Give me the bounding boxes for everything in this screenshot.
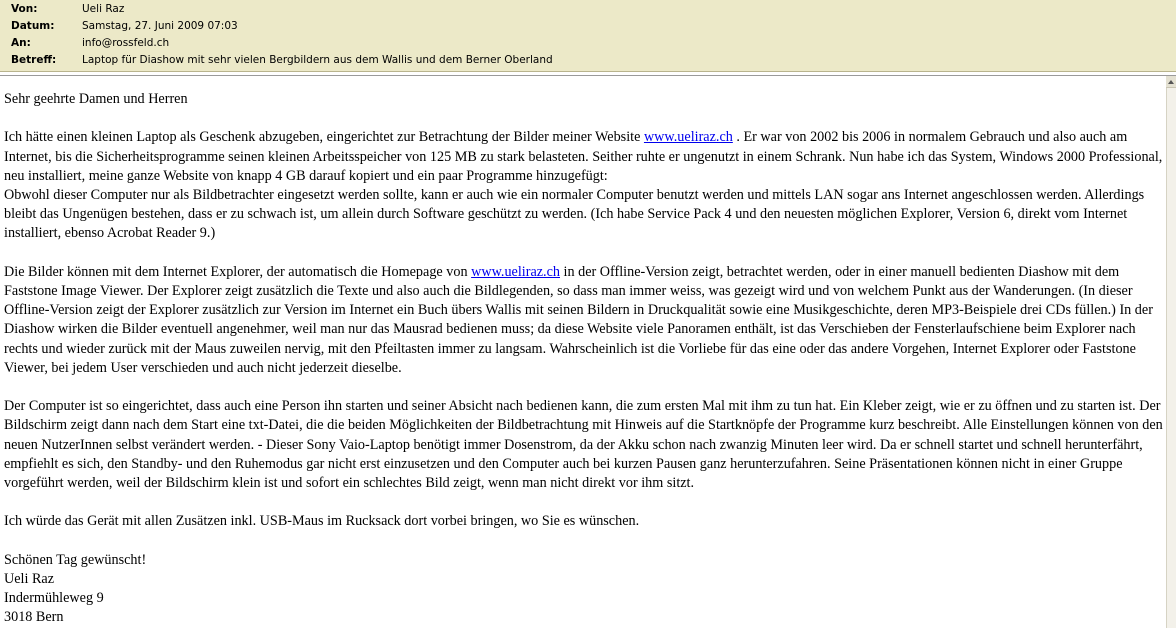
paragraph-1-text-c: Obwohl dieser Computer nur als Bildbetrachter eingesetzt werden sollte, kann er auch wie ein normaler Computer benutzt werden und mittels LAN sogar ans Internet angeschlossen werden. Allerdings bleibt das Ungenügen bestehen, dass er zu schwach ist, um allein durch Software geschützt zu werden. (Ich habe Service Pack 4 und den neuesten möglichen Explorer, Version 6, direkt vom Internet installiert, ebenso Acrobat Reader 9.) (4, 187, 1145, 242)
paragraph-4: Ich würde das Gerät mit allen Zusätzen inkl. USB-Maus im Rucksack dort vorbei bringen, wo Sie es wünschen. (4, 513, 640, 530)
paragraph-2-text-b: in der Offline-Version zeigt, betrachtet werden, oder in einer manuell bedienten Diashow mit dem Faststone Image Viewer. Der Explorer zeigt zusätzlich die Texte und also auch die Bildlegenden, so dass man immer weiss, was gezeigt wird und von welchem Punkt aus der Wanderungen. (In dieser Offline-Version zeigt der Explorer zusätzlich zur Version im Internet ein Buch übers Wallis mit seinen Bildern in Druckqualität sowie eine Musikgeschichte, deren MP3-Beispiele drei CDs füllen.) In der Diashow wirken die Bilder eventuell angenehmer, weil man nur das Mausrad bedienen muss; da diese Website viele Panoramen enthält, ist das Verschieben der Fensterlaufschiene beim Explorer nach rechts und wieder zurück mit der Maus zuweilen nervig, mit den Pfeiltasten immer zu langsam. Wahrscheinlich ist die Vorliebe für das eine oder das andere Vorgehen, Internet Explorer oder Faststone Viewer, bei jedem User verschieden und auch nicht jederzeit dieselbe. (4, 263, 1153, 376)
signature-street: Indermühleweg 9 (4, 590, 104, 607)
to-value: info@rossfeld.ch (82, 37, 170, 49)
closing: Schönen Tag gewünscht! (4, 551, 147, 568)
email-header (0, 0, 1176, 72)
paragraph-1 (4, 128, 1164, 243)
message-body-pane[interactable] (0, 75, 1176, 628)
message-body (4, 90, 1164, 628)
vertical-scrollbar[interactable] (1166, 76, 1176, 628)
paragraph-1-text-a: Ich hätte einen kleinen Laptop als Geschenk abzugeben, eingerichtet zur Betrachtung der Bilder meiner Website (4, 129, 644, 146)
from-label: Von: (11, 3, 38, 15)
paragraph-2-text-a: Die Bilder können mit dem Internet Explorer, der automatisch die Homepage von (4, 263, 472, 280)
greeting: Sehr geehrte Damen und Herren (4, 91, 188, 107)
scroll-up-button[interactable] (1166, 76, 1176, 88)
website-link-2[interactable]: www.ueliraz.ch (471, 263, 560, 280)
paragraph-1-text-b: . Er war von 2002 bis 2006 in normalem Gebrauch und also auch am Internet, bis die Sicherheitsprogramme seinen kleinen Arbeitsspeicher von 125 MB zu stark belasteten. Seither ruhte er ungenutzt in einem Schrank. Nun habe ich das System, Windows 2000 Professional, neu installiert, meine ganze Website von knapp 4 GB darauf kopiert und ein paar Programme hinzugefügt: (4, 129, 1163, 184)
arrow-up-icon (1168, 80, 1174, 84)
to-label: An: (11, 37, 31, 49)
signature-city: 3018 Bern (4, 609, 64, 626)
from-value: Ueli Raz (82, 3, 125, 15)
signature-name: Ueli Raz (4, 571, 55, 587)
date-value: Samstag, 27. Juni 2009 07:03 (82, 20, 238, 32)
paragraph-2 (4, 263, 1164, 378)
subject-value: Laptop für Diashow mit sehr vielen Bergbildern aus dem Wallis und dem Berner Oberland (82, 54, 553, 66)
subject-label: Betreff: (11, 54, 57, 66)
website-link[interactable]: www.ueliraz.ch (643, 129, 733, 146)
signature (4, 551, 1164, 628)
date-label: Datum: (11, 20, 55, 32)
paragraph-3: Der Computer ist so eingerichtet, dass auch eine Person ihn starten und seiner Absicht nach bedienen kann, die zum ersten Mal mit ihm zu tun hat. Ein Kleber zeigt, wie er zu öffnen und zu starten ist. Der Bildschirm zeigt dann nach dem Start eine txt-Datei, die die beiden Möglichkeiten der Bildbetrachtung mit Hinweis auf die Startknöpfe der Programme kurz beschreibt. Alle Einstellungen können von den neuen NutzerInnen selbst verändert werden. - Dieser Sony Vaio-Laptop benötigt immer Dosenstrom, da der Akku schon nach zwanzig Minuten leer wird. Da er schnell startet und schnell herunterfährt, empfiehlt es sich, den Standby- und den Ruhemodus gar nicht erst einzusetzen und den Computer auch bei kurzen Pausen ganz herunterzufahren. Seine Präsentationen können nicht in einer Gruppe vorgeführt werden, weil der Bildschirm klein ist und sofort ein schlechtes Bild zeigt, wenn man nicht direkt vor ihm sitzt. (4, 398, 1163, 492)
